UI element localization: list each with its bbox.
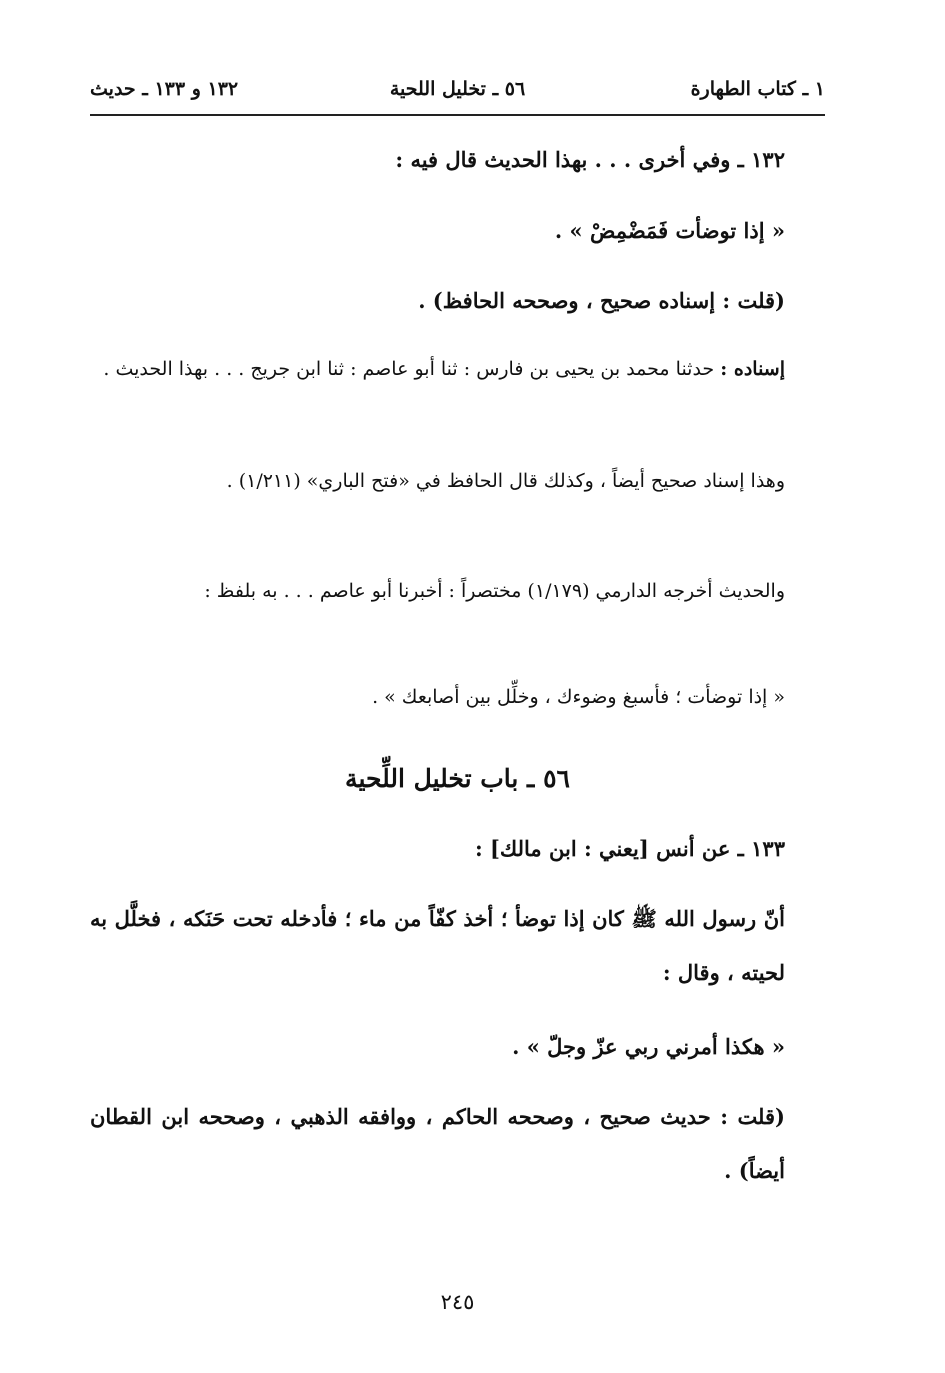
header-hadith-range: ١٣٢ و ١٣٣ ـ حديث — [90, 78, 239, 100]
hadith-133-title: ١٣٣ ـ عن أنس [يعني : ابن مالك] : — [474, 836, 785, 861]
hadith-132-title: ١٣٢ ـ وفي أخرى . . . بهذا الحديث قال فيه : — [395, 147, 785, 172]
hadith-132-paragraph-2: والحديث أخرجه الدارمي (١/١٧٩) مختصراً : أخبرنا أبو عاصم . . . به بلفظ : — [204, 580, 785, 602]
hadith-133-text: أنّ رسول الله ﷺ كان إذا توضأ ؛ أخذ كفّاً من ماء ؛ فأدخله تحت حَنَكه ، فخلَّل به لحيته ، وقال : — [90, 906, 785, 985]
book-page — [90, 0, 825, 1373]
header-book-title: ١ ـ كتاب الطهارة — [690, 78, 825, 100]
hadith-132-isnad — [90, 342, 825, 396]
hadith-132-quote-2: « إذا توضأت ؛ فأسبغ وضوءك ، وخلِّل بين أصابعك » . — [372, 686, 785, 708]
hadith-132-note: (قلت : إسناده صحيح ، وصححه الحافظ) . — [418, 288, 785, 313]
hadith-133-quote: « هكذا أمرني ربي عزّ وجلّ » . — [512, 1034, 785, 1059]
chapter-title: ٥٦ ـ باب تخليل اللِّحية — [345, 764, 570, 793]
header-chapter-title: ٥٦ ـ تخليل اللحية — [389, 78, 526, 100]
page-number: ٢٤٥ — [440, 1290, 475, 1314]
running-header — [90, 78, 825, 116]
isnad-label: إسناده : — [720, 358, 785, 380]
hadith-133-note: (قلت : حديث صحيح ، وصححه الحاكم ، ووافقه الذهبي ، وصححه ابن القطان أيضاً) . — [90, 1104, 785, 1183]
hadith-132-quote: « إذا توضأت فَمَضْمِضْ » . — [554, 218, 785, 243]
isnad-text: حدثنا محمد بن يحيى بن فارس : ثنا أبو عاصم : ثنا ابن جريج . . . بهذا الحديث . — [103, 358, 721, 380]
hadith-132-paragraph-1: وهذا إسناد صحيح أيضاً ، وكذلك قال الحافظ في «فتح الباري» (١/٢١١) . — [226, 470, 785, 492]
